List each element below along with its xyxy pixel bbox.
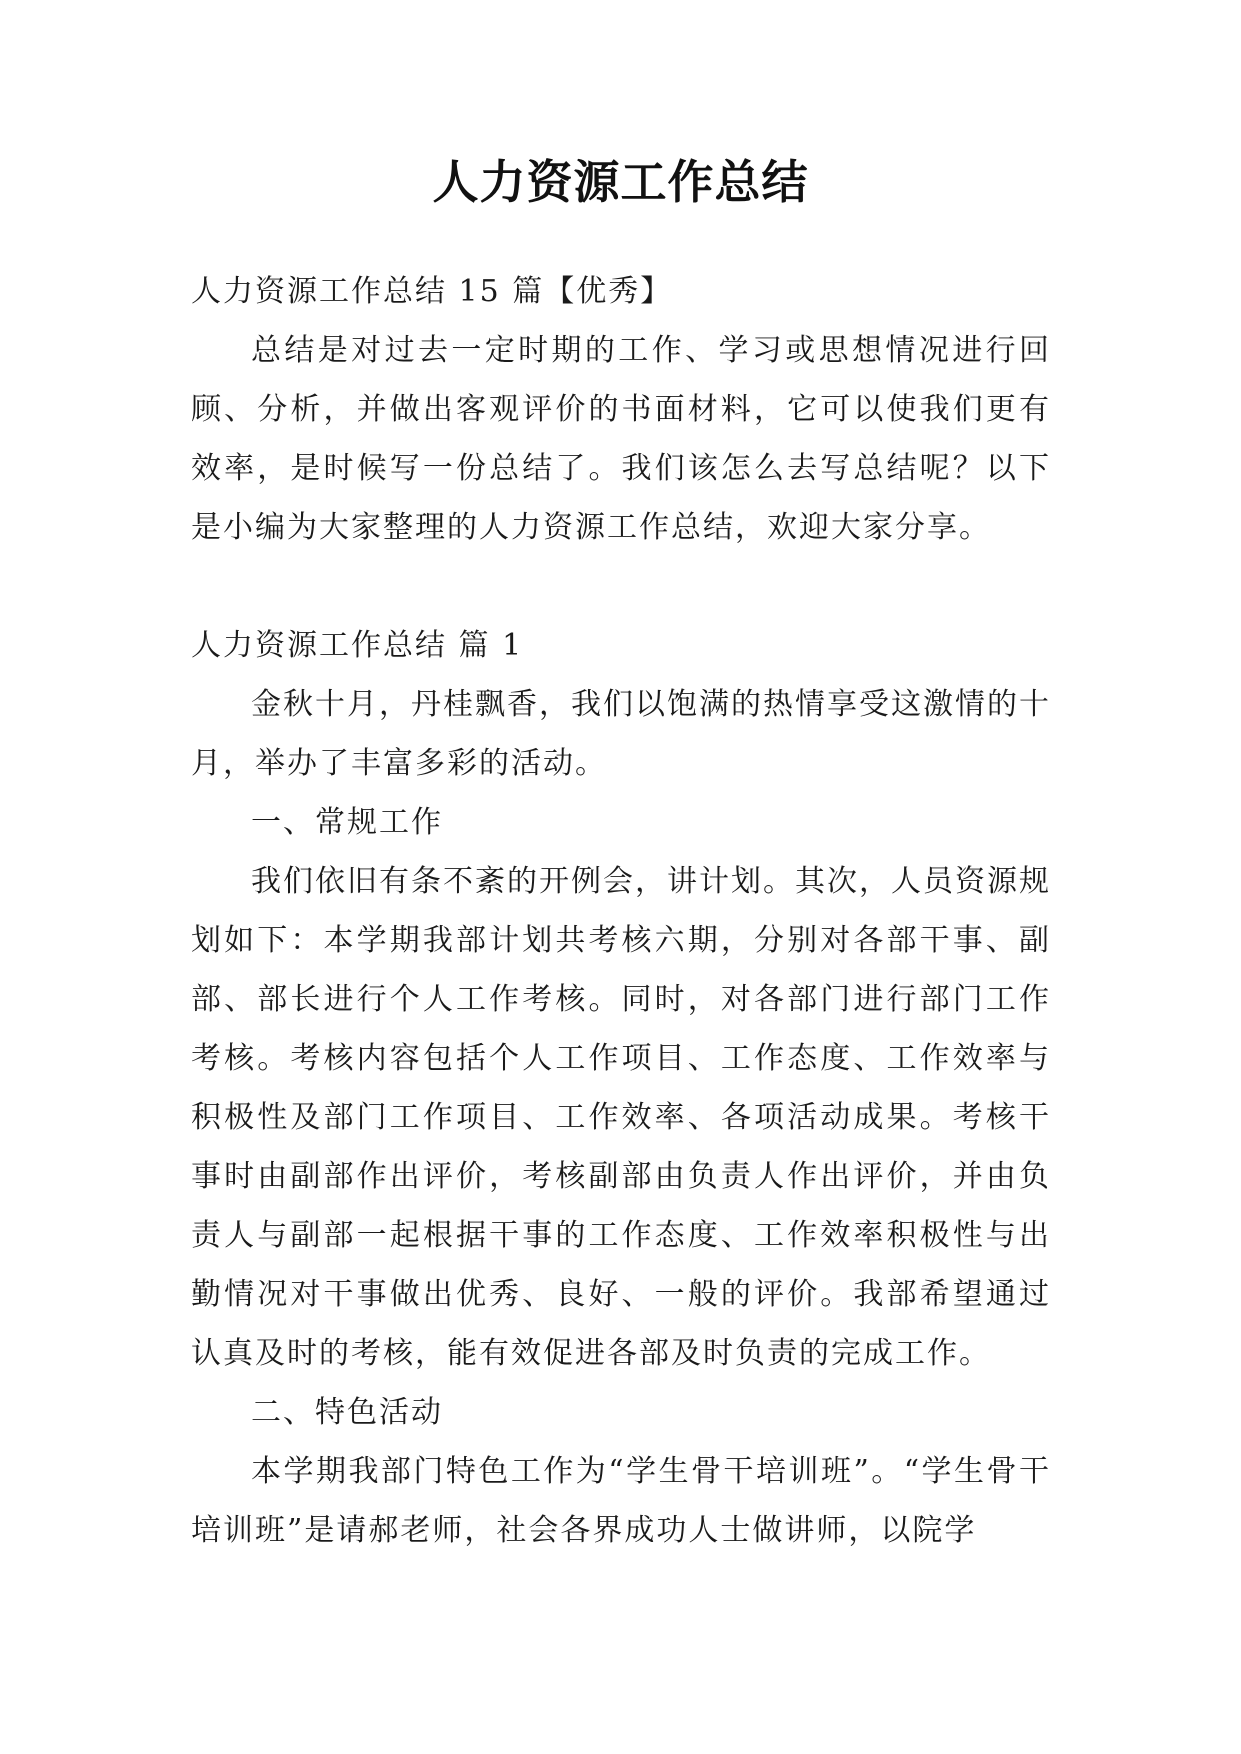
- intro-paragraph: 总结是对过去一定时期的工作、学习或思想情况进行回顾、分析，并做出客观评价的书面材料，它可以使我们更有效率，是时候写一份总结了。我们该怎么去写总结呢？以下是小编为大家整理的人力资源工作总结，欢迎大家分享。: [191, 333, 1051, 545]
- document-body: [191, 262, 1051, 1560]
- subsection-heading: 二、特色活动: [251, 1395, 443, 1430]
- section-heading: 人力资源工作总结 篇 1: [191, 628, 524, 663]
- body-paragraph: 我们依旧有条不紊的开例会，讲计划。其次，人员资源规划如下：本学期我部计划共考核六期，分别对各部干事、副部、部长进行个人工作考核。同时，对各部门进行部门工作考核。考核内容包括个人工作项目、工作态度、工作效率与积极性及部门工作项目、工作效率、各项活动成果。考核干事时由副部作出评价，考核副部由负责人作出评价，并由负责人与副部一起根据干事的工作态度、工作效率积极性与出勤情况对干事做出优秀、良好、一般的评价。我部希望通过认真及时的考核，能有效促进各部及时负责的完成工作。: [191, 864, 1051, 1371]
- subsection-heading: 一、常规工作: [251, 805, 443, 840]
- body-paragraph: 本学期我部门特色工作为“学生骨干培训班”。“学生骨干培训班”是请郝老师，社会各界成功人士做讲师，以院学: [191, 1454, 1051, 1548]
- document-title: 人力资源工作总结: [432, 155, 809, 209]
- body-paragraph: 金秋十月，丹桂飘香，我们以饱满的热情享受这激情的十月，举办了丰富多彩的活动。: [191, 687, 1051, 781]
- document-subtitle: 人力资源工作总结 15 篇【优秀】: [191, 274, 673, 309]
